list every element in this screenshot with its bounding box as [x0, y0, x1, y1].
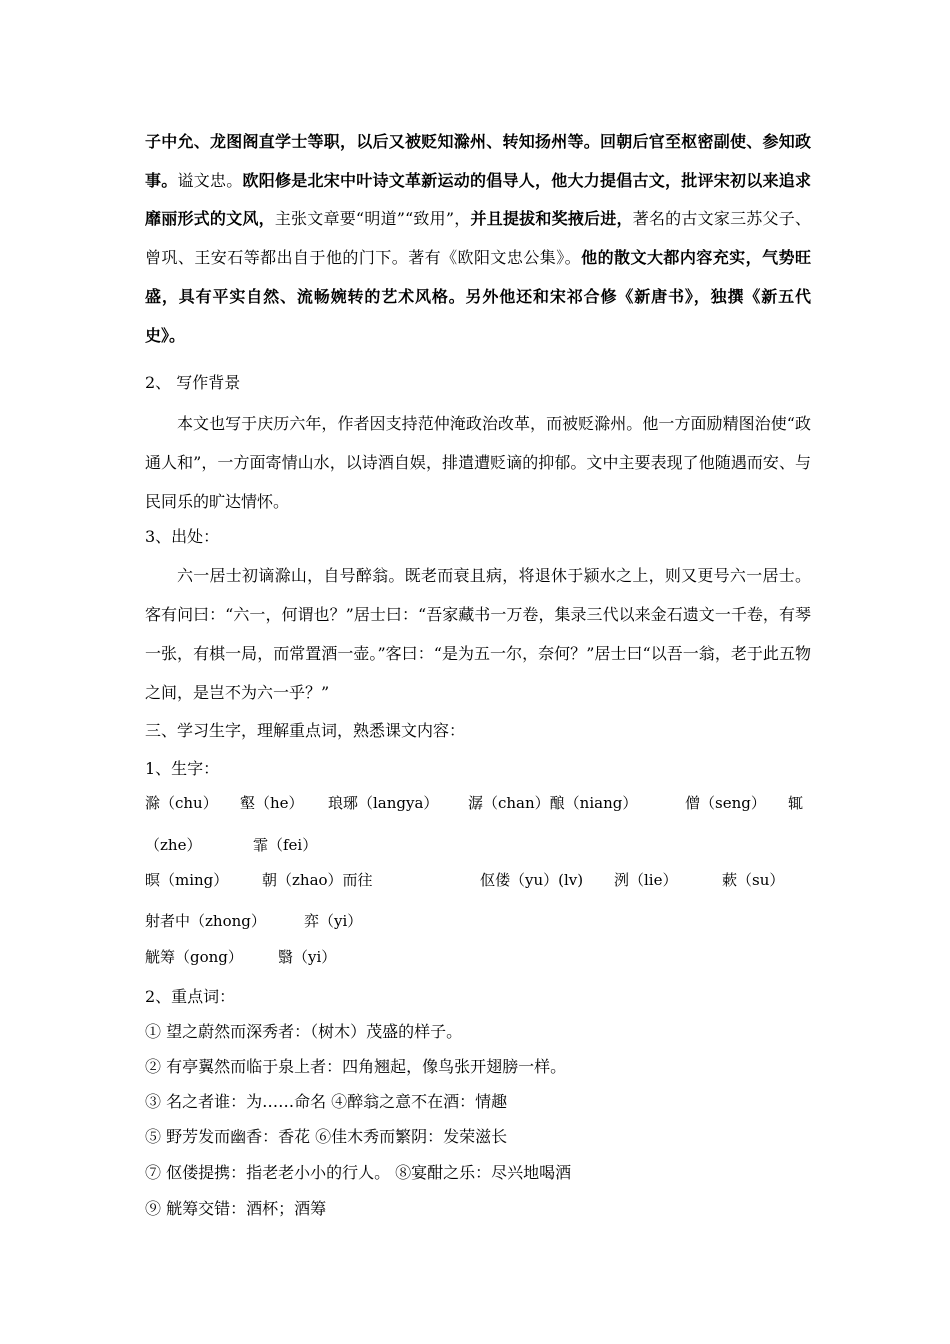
source-text: 六一居士初谪滁山，自号醉翁。既老而衰且病，将退休于颍水之上，则又更号六一居士。客有问曰：“六一，何谓也？”居士曰：“吾家藏书一万卷，集录三代以来金石遗文一千卷，有琴一张，有棋一局，而常置酒一壶。”客曰：“是为五一尔，奈何？”居士曰“以吾一翁，老于此五物之间，是岂不为六一乎？”	[145, 566, 811, 702]
bio-normal-2: 主张文章要“明道”“致用”，	[274, 209, 471, 229]
vocab-item: 僧（seng）	[685, 794, 766, 812]
vocab-item: 朝（zhao）而往	[262, 871, 373, 889]
keyword-item: ③ 名之者谁：为……命名 ④醉翁之意不在酒：情趣	[145, 1092, 508, 1111]
keyword-item: ② 有亭翼然而临于泉上者：四角翘起，像鸟张开翅膀一样。	[145, 1057, 567, 1076]
vocab-item: 霏（fei）	[253, 836, 318, 854]
bio-normal-1: 谥文忠。	[177, 170, 243, 190]
vocab-item: （zhe）	[145, 836, 202, 854]
vocab-item: 伛偻（yu）(lv)	[480, 871, 584, 889]
vocab-item: 琅琊（langya）	[328, 794, 439, 812]
vocab-item: 觥筹（gong）	[145, 948, 243, 966]
bio-bold-4: 他的散文大都内容充实，气势旺盛，具有平实自然、流畅婉转的艺术风格。另外他还和宋祁合修《新唐书》，独撰《新五代史》。	[145, 248, 811, 345]
part3-heading: 三、学习生字，理解重点词，熟悉课文内容：	[145, 721, 466, 740]
keyword-item: ⑨ 觥筹交错：酒杯；酒筹	[145, 1199, 327, 1218]
vocab-item: 暝（ming）	[145, 871, 229, 889]
bio-bold-2: 欧阳修是北宋中叶诗文革新运动的倡导人，他大力提倡古文，批评宋初以来追求靡丽形式的文风，	[145, 170, 811, 229]
keyword-item: ⑤ 野芳发而幽香：香花 ⑥佳木秀而繁阴：发荣滋长	[145, 1127, 508, 1146]
background-text: 本文也写于庆历六年，作者因支持范仲淹政治改革，而被贬滁州。他一方面励精图治使“政通人和”，一方面寄情山水，以诗酒自娱，排遣遭贬谪的抑郁。文中主要表现了他随遇而安、与民同乐的旷达情怀。	[145, 414, 811, 511]
vocab-item: 洌（lie）	[614, 871, 678, 889]
vocab-item: 弈（yi）	[304, 912, 363, 930]
vocab-item: 翳（yi）	[278, 948, 337, 966]
bio-bold-3: 并且提拔和奖掖后进，	[470, 209, 633, 229]
vocab-item: 壑（he）	[240, 794, 304, 812]
keyword-item: ① 望之蔚然而深秀者：（树木）茂盛的样子。	[145, 1022, 463, 1041]
bio-bold-1: 子中允、龙图阁直学士等职，以后又被贬知滁州、转知扬州等。回朝后官至枢密副使、参知政事。	[145, 132, 811, 190]
background-heading: 2、 写作背景	[145, 373, 241, 392]
keywords-heading: 2、重点词：	[145, 987, 236, 1006]
vocab-item: 潺（chan）酿（niang）	[468, 794, 638, 812]
bio-normal-3: 著名的古文家三苏父子、曾巩、王安石等都出自于他的门下。著有《欧阳文忠公集》。	[145, 209, 811, 268]
vocab-item: 辄	[788, 794, 804, 812]
keyword-item: ⑦ 伛偻提携：指老老小小的行人。 ⑧宴酣之乐：尽兴地喝酒	[145, 1163, 572, 1182]
vocab-item: 射者中（zhong）	[145, 912, 266, 930]
vocab-item: 滁（chu）	[145, 794, 218, 812]
author-bio-paragraph	[145, 123, 811, 355]
source-heading: 3、出处：	[145, 527, 220, 546]
new-chars-heading: 1、生字：	[145, 759, 220, 778]
vocab-item: 蔌（su）	[722, 871, 785, 889]
